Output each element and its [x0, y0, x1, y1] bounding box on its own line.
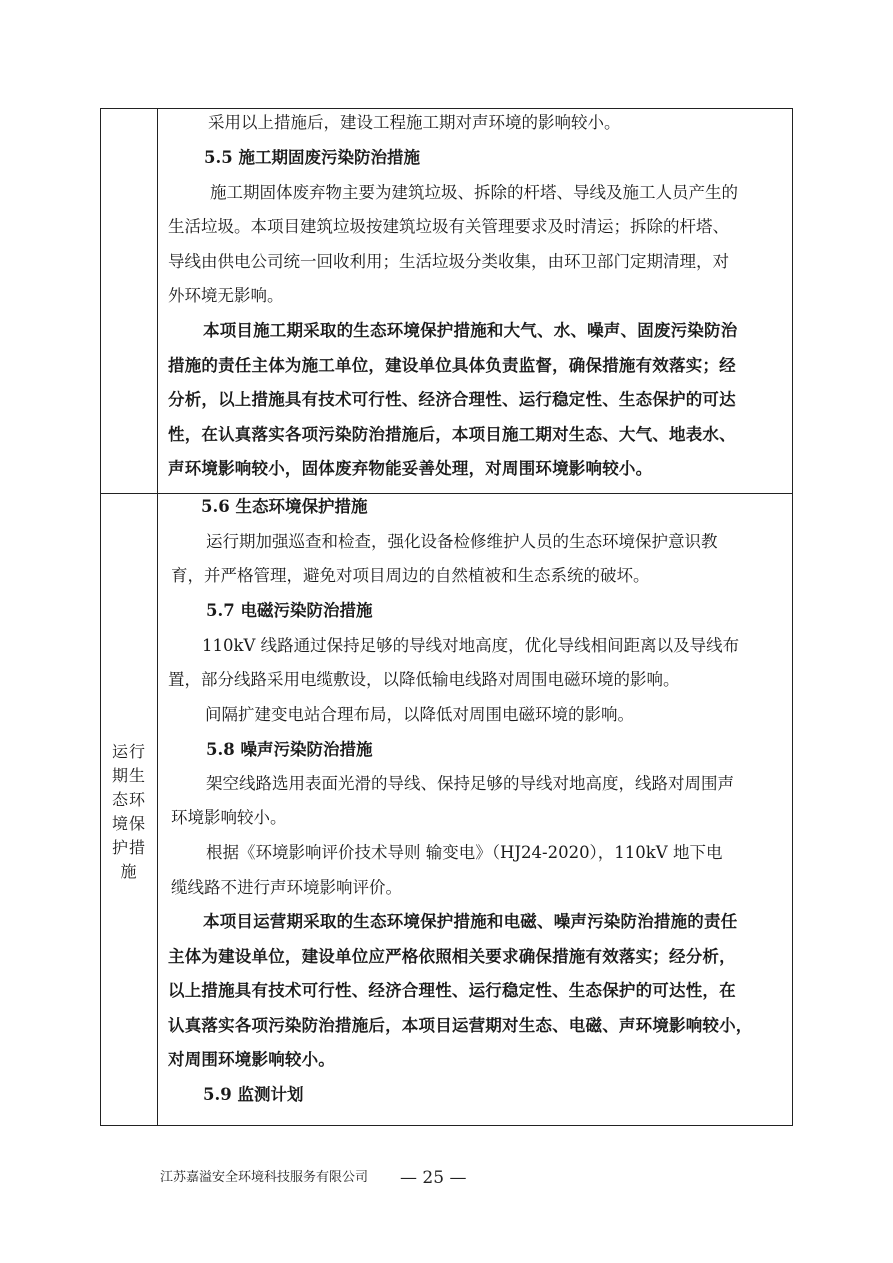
bold-paragraph-line: 主体为建设单位，建设单位应严格依照相关要求确保措施有效落实；经分析，: [168, 947, 736, 966]
bold-paragraph-line: 性，在认真落实各项污染防治措施后，本项目施工期对生态、大气、地表水、: [168, 425, 736, 444]
bold-paragraph-line: 认真落实各项污染防治措施后，本项目运营期对生态、电磁、声环境影响较小，: [168, 1016, 753, 1035]
page-number: — 25 —: [400, 1168, 467, 1188]
bold-paragraph-line: 措施的责任主体为施工单位，建设单位具体负责监督，确保措施有效落实；经: [168, 356, 736, 375]
paragraph-line: 环境影响较小。: [171, 808, 287, 827]
section-label-line: 境保: [111, 814, 146, 833]
paragraph-line: 运行期加强巡查和检查，强化设备检修维护人员的生态环境保护意识教: [206, 532, 718, 551]
paragraph-line: 育，并严格管理，避免对项目周边的自然植被和生态系统的破坏。: [171, 566, 650, 585]
paragraph-line: 缆线路不进行声环境影响评价。: [171, 878, 402, 897]
section-heading-5-5: 5.5 施工期固废污染防治措施: [204, 148, 420, 167]
paragraph-line: 采用以上措施后，建设工程施工期对声环境的影响较小。: [208, 113, 621, 132]
section-heading-5-7: 5.7 电磁污染防治措施: [206, 601, 373, 620]
bold-paragraph-line: 以上措施具有技术可行性、经济合理性、运行稳定性、生态保护的可达性，在: [168, 981, 736, 1000]
bold-paragraph-line: 对周围环境影响较小。: [168, 1050, 335, 1069]
bold-paragraph-line: 分析，以上措施具有技术可行性、经济合理性、运行稳定性、生态保护的可达: [168, 390, 736, 409]
paragraph-line: 置，部分线路采用电缆敷设，以降低输电线路对周围电磁环境的影响。: [168, 670, 680, 689]
paragraph-line: 架空线路选用表面光滑的导线、保持足够的导线对地高度，线路对周围声: [206, 774, 734, 793]
section-label-line: 运行: [111, 742, 146, 761]
section-heading-5-9: 5.9 监测计划: [203, 1085, 304, 1104]
section-label-line: 护措: [111, 838, 146, 857]
paragraph-line: 施工期固体废弃物主要为建筑垃圾、拆除的杆塔、导线及施工人员产生的: [210, 183, 738, 202]
bold-paragraph-line: 声环境影响较小，固体废弃物能妥善处理，对周围环境影响较小。: [168, 459, 653, 478]
paragraph-line: 生活垃圾。本项目建筑垃圾按建筑垃圾有关管理要求及时清运；拆除的杆塔、: [168, 217, 729, 236]
paragraph-line: 间隔扩建变电站合理布局，以降低对周围电磁环境的影响。: [205, 705, 634, 724]
measures-table: [100, 108, 793, 1126]
footer-company: 江苏嘉溢安全环境科技服务有限公司: [160, 1170, 369, 1185]
section-heading-5-6: 5.6 生态环境保护措施: [201, 497, 368, 516]
bold-paragraph-line: 本项目施工期采取的生态环境保护措施和大气、水、噪声、固废污染防治: [203, 321, 738, 340]
paragraph-line: 导线由供电公司统一回收利用；生活垃圾分类收集，由环卫部门定期清理，对: [168, 252, 729, 271]
section-label-line: 态环: [111, 790, 146, 809]
paragraph-line: 根据《环境影响评价技术导则 输变电》（HJ24-2020），110kV 地下电: [206, 843, 723, 862]
paragraph-line: 外环境无影响。: [168, 286, 284, 305]
section-heading-5-8: 5.8 噪声污染防治措施: [206, 740, 373, 759]
construction-measures-cell: [158, 109, 792, 493]
paragraph-line: 110kV 线路通过保持足够的导线对地高度，优化导线相间距离以及导线布: [202, 636, 740, 655]
section-label-construction: [101, 109, 157, 493]
bold-paragraph-line: 本项目运营期采取的生态环境保护措施和电磁、噪声污染防治措施的责任: [203, 912, 738, 931]
section-label-operation: [101, 740, 157, 884]
operation-measures-cell: [158, 493, 792, 1127]
section-label-line: 期生: [111, 766, 146, 785]
section-label-line: 施: [120, 862, 138, 881]
